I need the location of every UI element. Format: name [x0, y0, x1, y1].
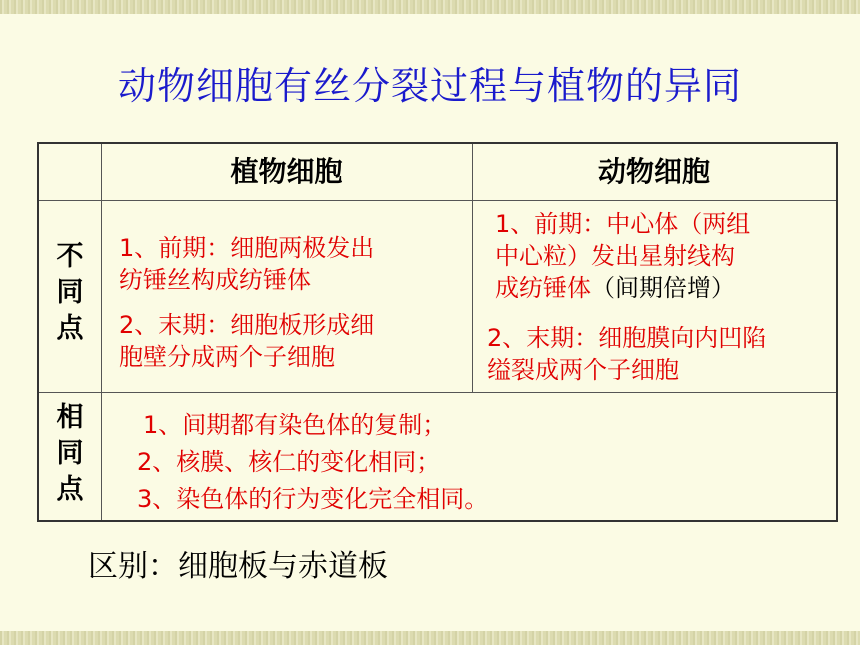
animal-telophase-line-1: 2、末期：细胞膜向内凹陷	[487, 324, 767, 352]
slide-title: 动物细胞有丝分裂过程与植物的异同	[117, 64, 742, 108]
similarity-item-3: 3、染色体的行为变化完全相同。	[137, 485, 489, 513]
row-label-similarities	[39, 400, 101, 508]
plant-telophase-line-1: 2、末期：细胞板形成细	[119, 311, 375, 339]
similarities-list	[137, 407, 489, 518]
top-decorative-band	[0, 0, 860, 14]
label-column-divider	[101, 144, 102, 520]
row-label-differences-text: 不同点	[56, 241, 84, 344]
plant-prophase-line-1: 1、前期：细胞两极发出	[119, 234, 375, 262]
plant-prophase-line-2: 纺锤丝构成纺锤体	[119, 266, 311, 294]
plant-telophase	[119, 309, 374, 373]
animal-prophase-line-1: 1、前期：中心体（两组	[495, 210, 751, 238]
distinction-note: 区别：细胞板与赤道板	[88, 549, 388, 584]
row-label-differences	[39, 239, 101, 347]
similarity-item-1: 1、间期都有染色体的复制；	[143, 411, 447, 439]
animal-prophase-line-3	[495, 272, 750, 304]
header-animal-cell: 动物细胞	[597, 155, 710, 188]
bottom-decorative-band	[0, 631, 860, 645]
plant-prophase	[119, 232, 374, 296]
animal-prophase-line-3-red: 成纺锤体	[495, 274, 591, 302]
animal-telophase-line-2: 缢裂成两个子细胞	[487, 356, 679, 384]
row-divider	[39, 392, 836, 393]
row-label-similarities-text: 相同点	[56, 402, 84, 505]
header-plant-cell: 植物细胞	[230, 155, 343, 188]
plant-telophase-line-2: 胞壁分成两个子细胞	[119, 343, 335, 371]
animal-telophase	[487, 322, 766, 386]
animal-prophase-line-2: 中心粒）发出星射线构	[495, 242, 735, 270]
comparison-table	[37, 142, 838, 522]
animal-prophase-interphase-note: （间期倍增）	[591, 274, 735, 302]
animal-prophase	[495, 208, 750, 304]
similarity-item-2: 2、核膜、核仁的变化相同；	[137, 448, 441, 476]
header-divider	[39, 200, 836, 201]
